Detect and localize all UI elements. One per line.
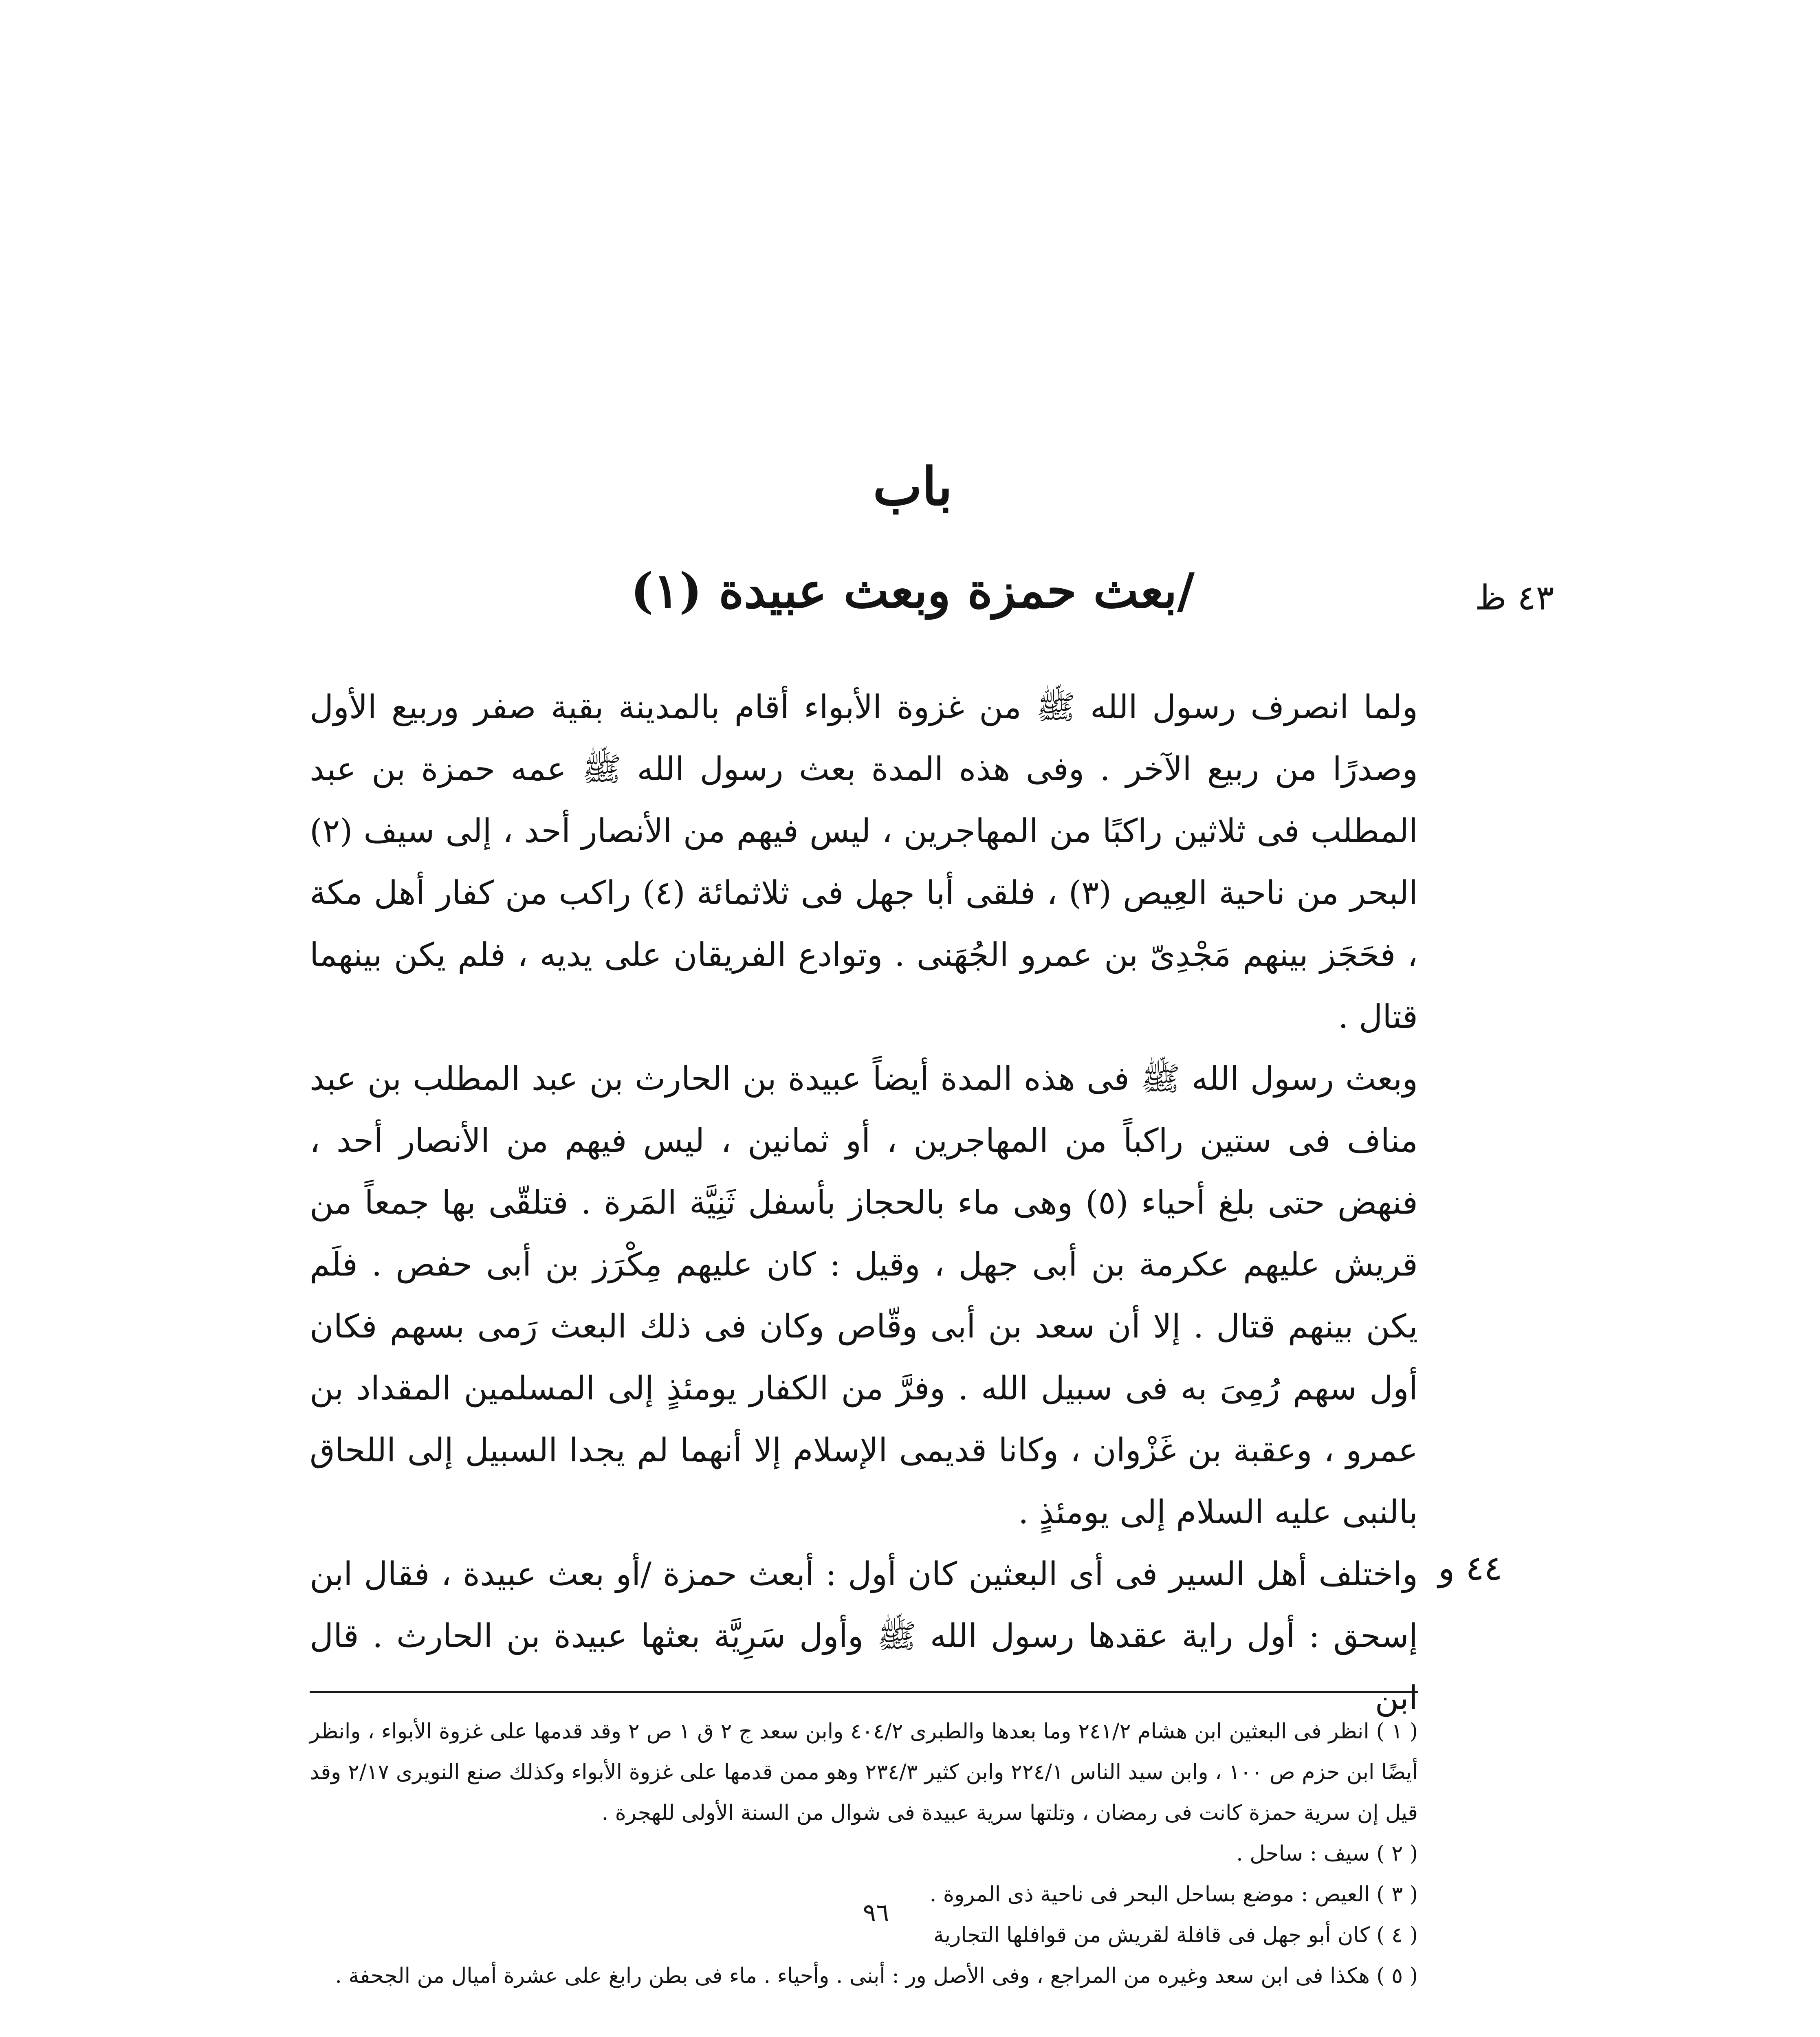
footnotes bbox=[310, 1711, 1418, 1996]
folio-marker-44: ٤٤ و bbox=[1438, 1548, 1503, 1588]
paragraph-1: ولما انصرف رسول الله ﷺ من غزوة الأبواء أقام بالمدينة بقية صفر وربيع الأول وصدرًا من ربيع الآخر . وفى هذه المدة بعث رسول الله ﷺ عمه حمزة بن عبد المطلب فى ثلاثين راكبًا من المهاجرين ، ليس فيهم من الأنصار أحد ، إلى سيف (٢) البحر من ناحية العِيص (٣) ، فلقى أبا جهل فى ثلاثمائة (٤) راكب من كفار أهل مكة ، فحَجَز بينهم مَجْدِىّ بن عمرو الجُهَنى . وتوادع الفريقان على يديه ، فلم يكن بينهما قتال . bbox=[310, 688, 1418, 1036]
footnote-3: ( ٣ ) العيص : موضع بساحل البحر فى ناحية ذى المروة . bbox=[929, 1882, 1418, 1907]
footnote-divider bbox=[310, 1691, 1418, 1693]
paragraph-2: وبعث رسول الله ﷺ فى هذه المدة أيضاً عبيدة بن الحارث بن عبد المطلب بن عبد مناف فى ستين راكباً من المهاجرين ، أو ثمانين ، ليس فيهم من الأنصار أحد ، فنهض حتى بلغ أحياء (٥) وهى ماء بالحجاز بأسفل ثَنِيَّة المَرة . فتلقّى بها جمعاً من قريش عليهم عكرمة بن أبى جهل ، وقيل : كان عليهم مِكْرَز بن أبى حفص . فلَم يكن بينهم قتال . إلا أن سعد بن أبى وقّاص وكان فى ذلك البعث رَمى بسهم فكان أول سهم رُمِىَ به فى سبيل الله . وفرَّ من الكفار يومئذٍ إلى المسلمين المقداد بن عمرو ، وعقبة بن غَزْوان ، وكانا قديمى الإسلام إلا أنهما لم يجدا السبيل إلى اللحاق بالنبى عليه السلام إلى يومئذٍ . bbox=[310, 1060, 1418, 1531]
chapter-title: /بعث حمزة وبعث عبيدة (١) bbox=[630, 562, 1195, 619]
footnote-4: ( ٤ ) كان أبو جهل فى قافلة لقريش من قوافلها التجارية bbox=[933, 1923, 1418, 1947]
main-text bbox=[310, 676, 1418, 1729]
footnote-1: ( ١ ) انظر فى البعثين ابن هشام ٢٤١/٢ وما بعدها والطبرى ٤٠٤/٢ وابن سعد ج ٢ ق ١ ص ٢ وقد قدمها على غزوة الأبواء ، وانظر أيضًا ابن حزم ص ١٠٠ ، وابن سيد الناس ٢٢٤/١ وابن كثير ٢٣٤/٣ وهو ممن قدمها على غزوة الأبواء وكذلك صنع النويرى ٢/١٧ وقد قيل إن سرية حمزة كانت فى رمضان ، وتلتها سرية عبيدة فى شوال من السنة الأولى للهجرة . bbox=[310, 1719, 1418, 1825]
page-number: ٩٦ bbox=[863, 1898, 889, 1927]
footnote-2: ( ٢ ) سيف : ساحل . bbox=[1236, 1841, 1418, 1866]
folio-marker-43: ٤٣ ظ bbox=[1475, 578, 1554, 618]
paragraph-3: واختلف أهل السير فى أى البعثين كان أول : أبعث حمزة /أو بعث عبيدة ، فقال ابن إسحق : أول راية عقدها رسول الله ﷺ وأول سَرِيَّة بعثها عبيدة بن الحارث . قال ابن bbox=[310, 1555, 1418, 1717]
chapter-label: باب bbox=[873, 456, 953, 517]
footnote-5: ( ٥ ) هكذا فى ابن سعد وغيره من المراجع ، وفى الأصل ور : أبنى . وأحياء . ماء فى بطن رابغ على عشرة أميال من الجحفة . bbox=[335, 1964, 1418, 1988]
